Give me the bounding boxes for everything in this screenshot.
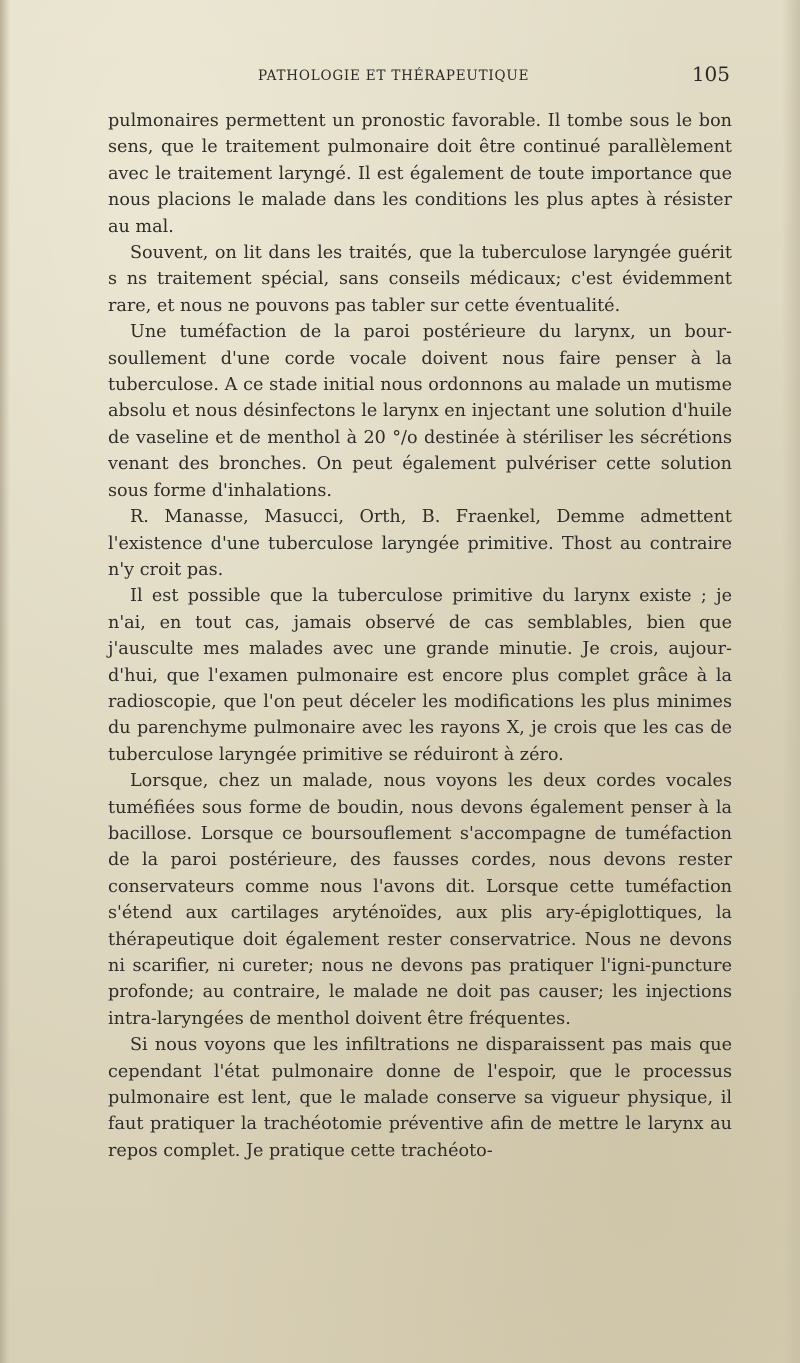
paragraph-4: R. Manasse, Masucci, Orth, B. Fraenkel, Demme admettent l'existence d'une tuberculose laryngée primitive. Thost au contraire n'y croit pas.: [108, 507, 732, 580]
paragraph-5: Il est possible que la tuberculose primitive du larynx existe ; je n'ai, en tout cas, jamais observé de cas semblables, bien que j'ausculte mes malades avec une grande minutie. Je crois, aujourd'hui, que l'examen pulmonaire est encore plus complet grâce à la radioscopie, que l'on peut déceler les modifications les plus minimes du parenchyme pulmonaire avec les rayons X, je crois que les cas de tuberculose laryngée primitive se réduiront à zéro.: [108, 586, 732, 765]
body-text: [108, 108, 732, 1164]
paragraph-6: Lorsque, chez un malade, nous voyons les deux cordes vocales tuméfiées sous forme de boudin, nous devons également penser à la bacillose. Lorsque ce boursouflement s'accompagne de tuméfaction de la paroi postérieure, des fausses cordes, nous devons rester conservateurs comme nous l'avons dit. Lorsque cette tuméfaction s'étend aux cartilages aryténoïdes, aux plis ary-épiglottiques, la thérapeutique doit également rester conservatrice. Nous ne devons ni scarifier, ni cureter; nous ne devons pas pratiquer l'igni-puncture profonde; au contraire, le malade ne doit pas causer; les injections intra-laryngées de menthol doivent être fréquentes.: [108, 771, 732, 1029]
page-right-shadow: [782, 0, 800, 1363]
page-number: 105: [691, 62, 730, 86]
running-title: PATHOLOGIE ET THÉRAPEUTIQUE: [258, 68, 530, 84]
paragraph-1: pulmonaires permettent un pronostic favorable. Il tombe sous le bon sens, que le traitement pulmonaire doit être continué parallèlement avec le traitement laryngé. Il est également de toute importance que nous placions le malade dans les conditions les plus aptes à résister au mal.: [108, 111, 732, 237]
paragraph-7: Si nous voyons que les infiltrations ne disparaissent pas mais que cependant l'état pulmonaire donne de l'espoir, que le processus pulmonaire est lent, que le malade conserve sa vigueur physique, il faut pratiquer la trachéotomie préventive afin de mettre le larynx au repos complet. Je pratique cette trachéoto-: [108, 1035, 732, 1161]
paragraph-3: Une tuméfaction de la paroi postérieure du larynx, un boursoullement d'une corde vocale doivent nous faire penser à la tuberculose. A ce stade initial nous ordonnons au malade un mutisme absolu et nous désinfectons le larynx en injectant une solution d'huile de vaseline et de menthol à 20 °/o destinée à stériliser les sécrétions venant des bronches. On peut également pulvériser cette solution sous forme d'inhalations.: [108, 322, 732, 501]
paragraph-2: Souvent, on lit dans les traités, que la tuberculose laryngée guérit s ns traitement spécial, sans conseils médicaux; c'est évidemment rare, et nous ne pouvons pas tabler sur cette éventualité.: [108, 243, 732, 316]
page-header: [108, 62, 732, 90]
page-left-shadow: [0, 0, 10, 1363]
